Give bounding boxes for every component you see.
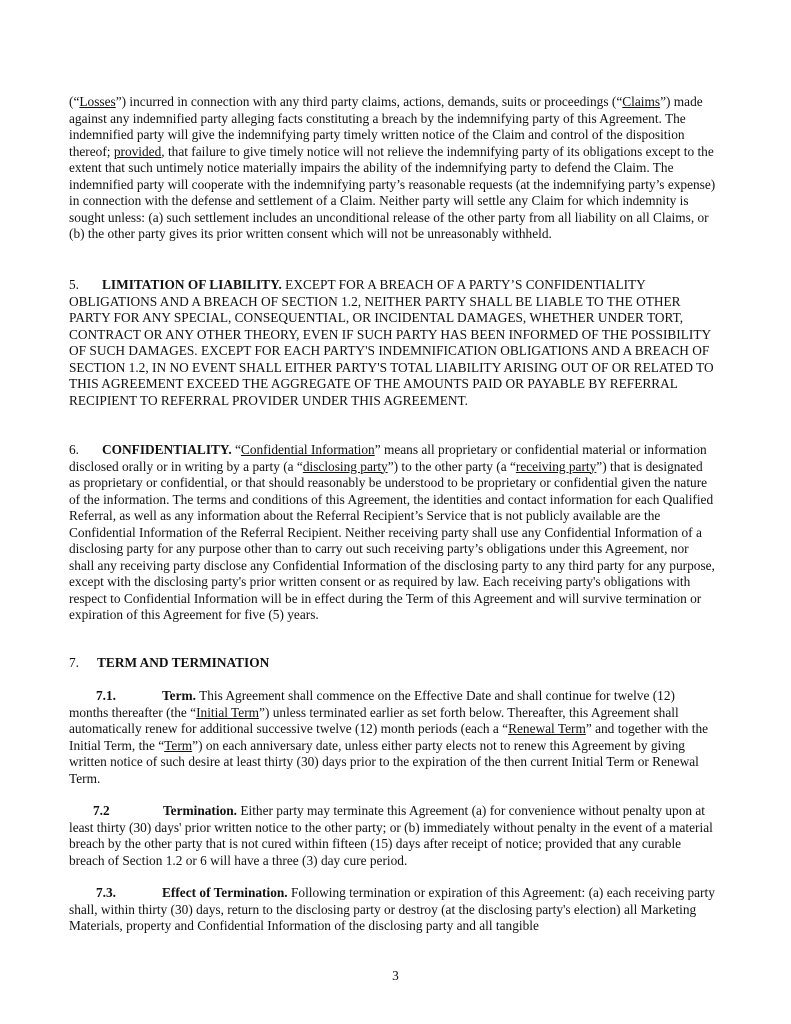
defined-term-claims: Claims bbox=[622, 94, 661, 109]
text-run: ”) incurred in connection with any third party claims, actions, demands, suits or proceedings (“ bbox=[115, 94, 623, 109]
page-number: 3 bbox=[392, 968, 399, 983]
section-body: Either party may terminate this Agreement (a) for convenience without penalty upon at least thirty (30) days' prior written notice to the other party; or (b) immediately without penalty in the event of a material breach by the other party that is not cured within fifteen (15) days after receipt of notice; provided that any curable breach of Section 1.2 or 6 will have a three (3) day cure period. bbox=[69, 803, 713, 868]
defined-term-receiving-party: receiving party bbox=[515, 458, 597, 474]
text-run: This Agreement shall commence on the Effective Date and shall continue for twelve (12) months thereafter (the “ bbox=[69, 688, 675, 720]
text-run: ” and together with the Initial Term, the “ bbox=[69, 721, 709, 753]
text-run: ”) that is designated as proprietary or confidential, or that should reasonably be understood to be proprietary or confidential given the nature of the information. The terms and conditions of this Agreement, the identities and contact information for each Qualified Referral, as well as any information about the Referral Recipient’s Service that is not publicly available are the Confidential Information of the Referral Recipient. Neither receiving party shall use any Confidential Information of a disclosing party for any purpose other than to carry out such receiving party’s obligations under this Agreement, nor shall any receiving party disclose any Confidential Information of the disclosing party to any third party for any purpose, except with the disclosing party's prior written consent or as required by law. Each receiving party's obligations with respect to Confidential Information will be in effect during the Term of this Agreement and will survive termination or expiration of this Agreement for five (5) years. bbox=[69, 458, 715, 622]
section-heading: LIMITATION OF LIABILITY. bbox=[102, 277, 282, 292]
section-number: 7. bbox=[69, 655, 80, 670]
text-run: ”) made against any indemnified party alleging facts constituting a breach by the indemnifying party of this Agreement. The indemnified party will give the indemnifying party timely written notice of the Claim and control of the disposition thereof; bbox=[69, 94, 703, 159]
indemnity-paragraph bbox=[69, 94, 717, 243]
subsection-heading: Term. bbox=[162, 688, 196, 703]
section-7-heading bbox=[69, 655, 717, 672]
text-run: , that failure to give timely notice will not relieve the indemnifying party of its obligations except to the extent that such untimely notice materially impairs the ability of the indemnifying party to defend the Claim. The indemnified party will cooperate with the indemnifying party’s reasonable requests (at the indemnifying party’s expense) in connection with the defense and settlement of a Claim. Neither party will settle any Claim for which indemnity is sought unless: (a) such settlement includes an unconditional release of the other party from all liability on all Claims, or (b) the other party gives its prior written consent which will not be unreasonably withheld. bbox=[69, 143, 716, 241]
section-7-1-paragraph bbox=[69, 688, 717, 787]
defined-term-confidential-information: Confidential Information bbox=[240, 442, 375, 457]
subsection-heading: Termination. bbox=[163, 803, 238, 818]
subsection-heading: Effect of Termination. bbox=[162, 885, 288, 900]
section-heading: TERM AND TERMINATION bbox=[97, 655, 270, 670]
section-body: Following termination or expiration of this Agreement: (a) each receiving party shall, within thirty (30) days, return to the disclosing party or destroy (at the disclosing party's election) all Marketing Materials, property and Confidential Information of the disclosing party and all tangible bbox=[69, 885, 715, 933]
section-body: EXCEPT FOR A BREACH OF A PARTY’S CONFIDENTIALITY OBLIGATIONS AND A BREACH OF SECTION 1.2, NEITHER PARTY SHALL BE LIABLE TO THE OTHER PARTY FOR ANY SPECIAL, CONSEQUENTIAL, OR INCIDENTAL DAMAGES, WHETHER UNDER TORT, CONTRACT OR ANY OTHER THEORY, EVEN IF SUCH PARTY HAS BEEN INFORMED OF THE POSSIBILITY OF SUCH DAMAGES. EXCEPT FOR EACH PARTY'S INDEMNIFICATION OBLIGATIONS AND A BREACH OF SECTION 1.2, IN NO EVENT SHALL EITHER PARTY'S TOTAL LIABILITY ARISING OUT OF OR RELATED TO THIS AGREEMENT EXCEED THE AGGREGATE OF THE AMOUNTS PAID OR PAYABLE BY REFERRAL RECIPIENT TO REFERRAL PROVIDER UNDER THIS AGREEMENT. bbox=[69, 277, 714, 408]
defined-term-disclosing-party: disclosing party bbox=[302, 458, 388, 474]
section-7-2-paragraph bbox=[69, 803, 717, 869]
subsection-number: 7.1. bbox=[96, 688, 117, 703]
text-run: (“ bbox=[69, 94, 80, 109]
subsection-number: 7.3. bbox=[96, 885, 117, 900]
section-number: 6. bbox=[69, 442, 80, 457]
defined-term-losses: Losses bbox=[79, 94, 116, 109]
section-6-paragraph bbox=[69, 442, 717, 624]
text-run: ”) unless terminated earlier as set forth below. Thereafter, this Agreement shall automatically renew for additional successive twelve (12) month periods (each a “ bbox=[69, 704, 679, 736]
defined-term-initial-term: Initial Term bbox=[196, 704, 260, 720]
text-run: “ bbox=[231, 442, 241, 457]
text-run: ”) on each anniversary date, unless either party elects not to renew this Agreement by giving written notice of such desire at least thirty (30) days prior to the expiration of the then current Initial Term or Renewal Term. bbox=[69, 737, 699, 786]
text-run: ”) to the other party (a “ bbox=[387, 458, 516, 474]
defined-term-renewal-term: Renewal Term bbox=[508, 721, 586, 736]
subsection-number: 7.2 bbox=[93, 803, 110, 818]
section-5-paragraph bbox=[69, 277, 717, 409]
section-number: 5. bbox=[69, 277, 80, 292]
defined-term-provided: provided bbox=[113, 143, 162, 159]
text-run: ” means all proprietary or confidential material or information disclosed orally or in writing by a party (a “ bbox=[69, 442, 707, 474]
defined-term-term: Term bbox=[164, 737, 193, 753]
section-7-3-paragraph bbox=[69, 885, 717, 935]
section-heading: CONFIDENTIALITY. bbox=[102, 442, 232, 457]
